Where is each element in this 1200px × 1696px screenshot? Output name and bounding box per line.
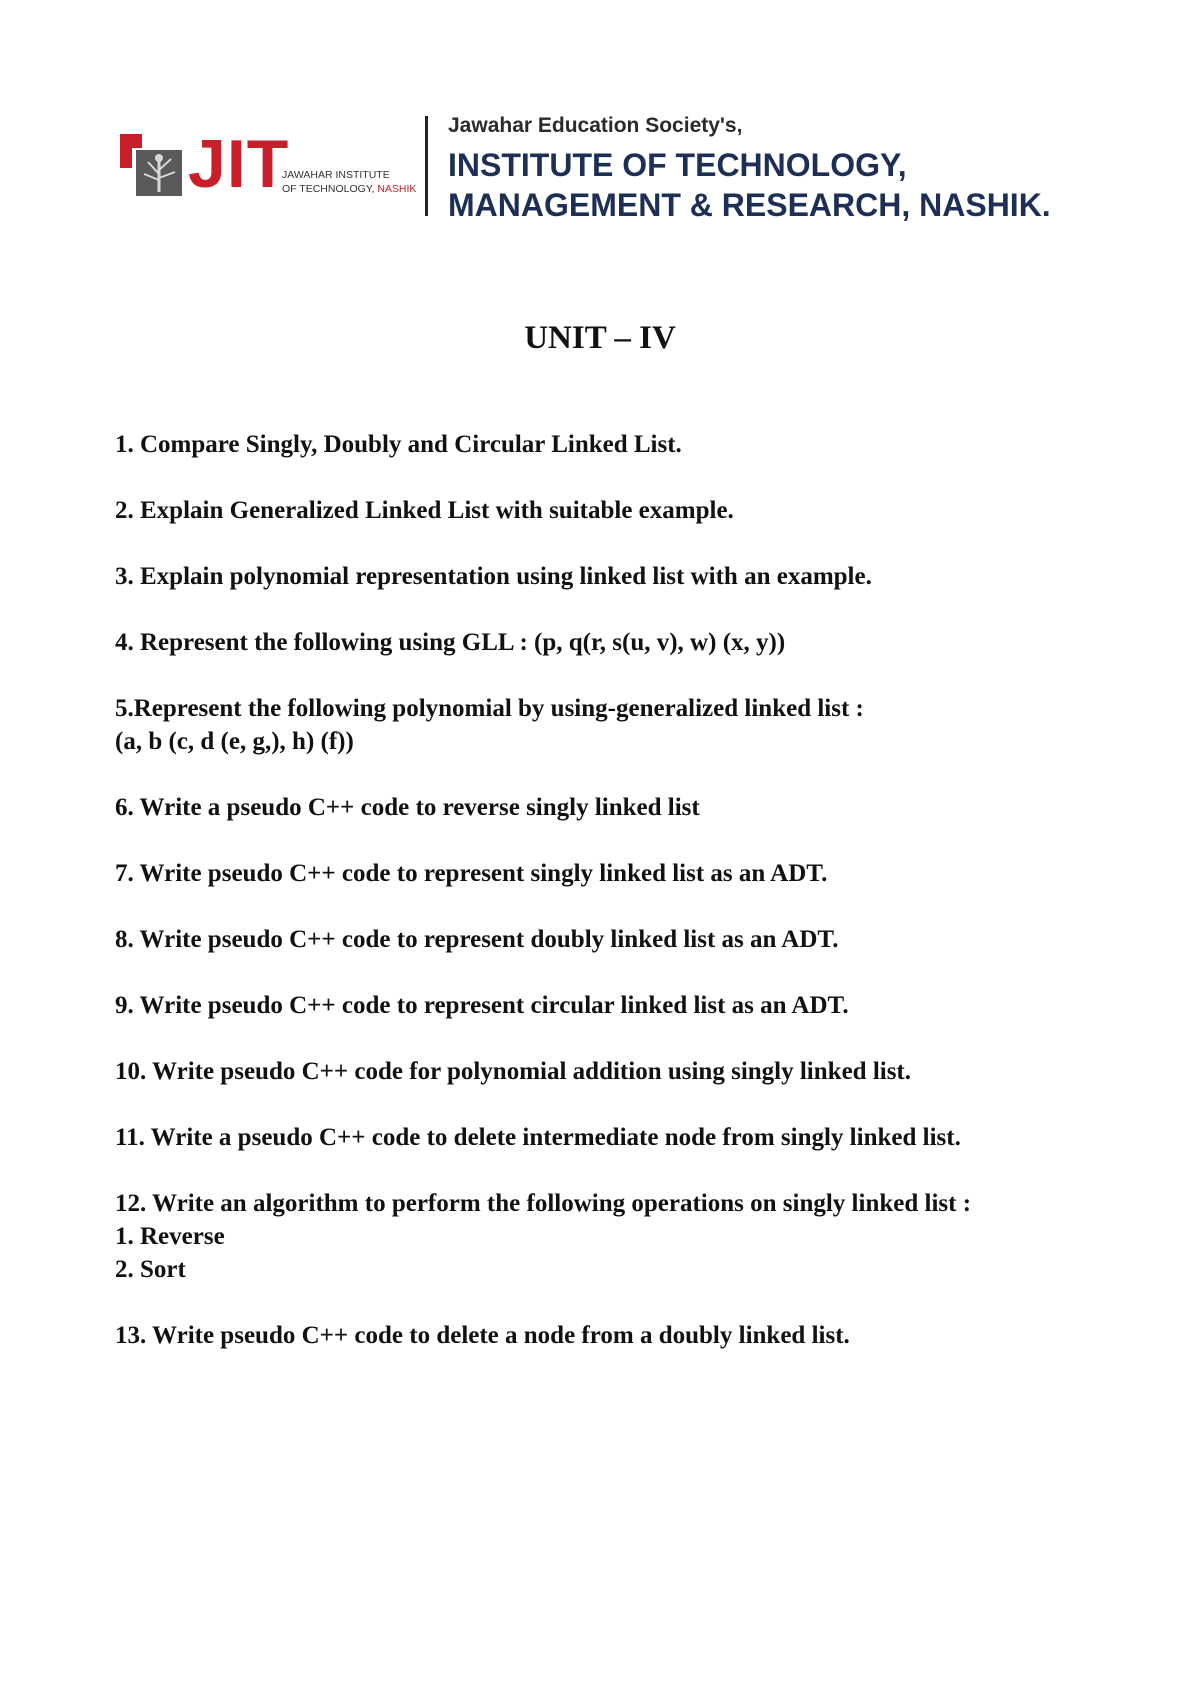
question-line: 1. Reverse — [115, 1223, 225, 1250]
question-item — [115, 791, 1115, 824]
question-item — [115, 626, 1115, 659]
logo-subtitle-line2a: OF TECHNOLOGY, — [282, 183, 378, 195]
question-line: 10. Write pseudo C++ code for polynomial addition using singly linked list. — [115, 1058, 912, 1085]
question-item — [115, 1055, 1115, 1088]
jit-logo-text: JIT — [188, 126, 290, 202]
question-line: 2. Sort — [115, 1256, 186, 1283]
institute-name-line2: MANAGEMENT & RESEARCH, NASHIK. — [448, 187, 1051, 223]
question-line: 12. Write an algorithm to perform the following operations on singly linked list : — [115, 1190, 972, 1217]
question-line: 9. Write pseudo C++ code to represent circular linked list as an ADT. — [115, 992, 849, 1019]
question-item — [115, 1121, 1115, 1154]
question-line: 5.Represent the following polynomial by using-generalized linked list : — [115, 695, 864, 722]
unit-title: UNIT – IV — [524, 320, 676, 356]
question-item — [115, 989, 1115, 1022]
page-header — [0, 0, 1200, 260]
question-line: 4. Represent the following using GLL : (p, q(r, s(u, v), w) (x, y)) — [115, 629, 786, 656]
question-item — [115, 1187, 1115, 1286]
question-line: 8. Write pseudo C++ code to represent doubly linked list as an ADT. — [115, 926, 839, 953]
question-item — [115, 923, 1115, 956]
question-line: 1. Compare Singly, Doubly and Circular Linked List. — [115, 431, 682, 458]
question-item — [115, 428, 1115, 461]
jit-logo-emblem-icon — [120, 134, 184, 198]
society-name: Jawahar Education Society's, — [448, 114, 743, 137]
question-list — [115, 428, 1115, 1385]
question-item — [115, 692, 1115, 758]
logo-subtitle-line2 — [282, 182, 416, 196]
jit-logo-subtitle — [282, 168, 416, 196]
institute-name-line1: INSTITUTE OF TECHNOLOGY, — [448, 147, 907, 183]
logo-subtitle-line2b: NASHIK — [377, 183, 417, 195]
question-line: 11. Write a pseudo C++ code to delete intermediate node from singly linked list. — [115, 1124, 961, 1151]
question-line: 3. Explain polynomial representation using linked list with an example. — [115, 563, 872, 590]
header-divider — [425, 116, 428, 216]
question-line: 2. Explain Generalized Linked List with suitable example. — [115, 497, 734, 524]
logo-subtitle-line1: JAWAHAR INSTITUTE — [282, 169, 390, 181]
question-item — [115, 494, 1115, 527]
question-line: 6. Write a pseudo C++ code to reverse singly linked list — [115, 794, 700, 821]
question-line: (a, b (c, d (e, g,), h) (f)) — [115, 728, 354, 755]
question-item — [115, 1319, 1115, 1352]
question-line: 13. Write pseudo C++ code to delete a node from a doubly linked list. — [115, 1322, 850, 1349]
question-item — [115, 560, 1115, 593]
question-line: 7. Write pseudo C++ code to represent singly linked list as an ADT. — [115, 860, 828, 887]
question-item — [115, 857, 1115, 890]
